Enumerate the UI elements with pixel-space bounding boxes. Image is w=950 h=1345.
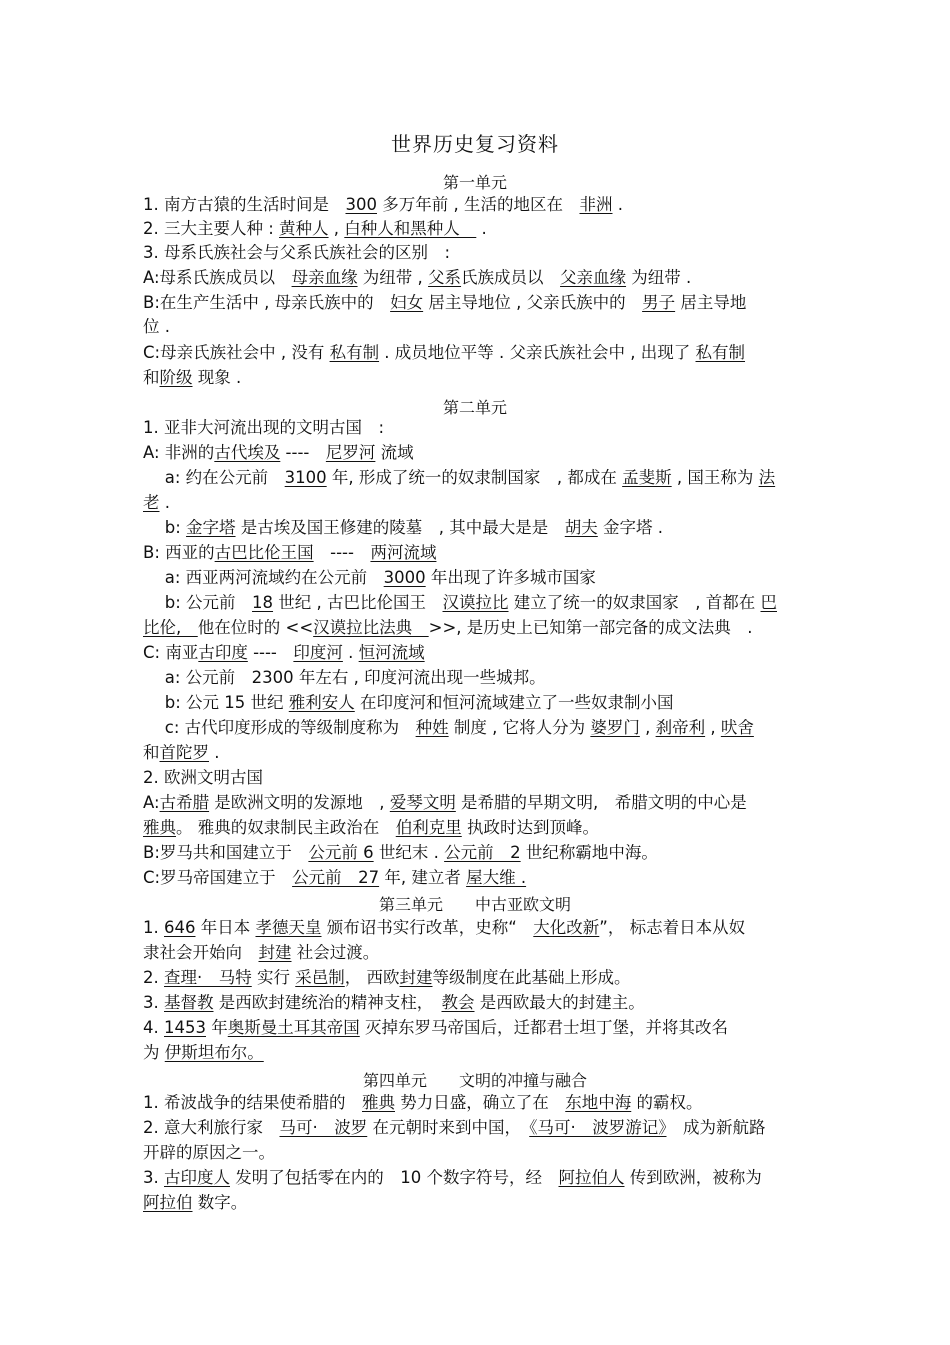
underlined-answer: 古印度人 <box>164 1168 230 1187</box>
underlined-answer: 公元前 6 <box>308 843 374 862</box>
text-segment: ， 西欧 <box>344 968 400 987</box>
text-segment: . <box>476 219 487 238</box>
text-segment: 3. <box>143 1168 164 1187</box>
text-segment: 是西欧最大的封建主。 <box>474 993 645 1012</box>
text-segment: 1. 南方古猿的生活时间是 <box>143 195 346 214</box>
underlined-answer: 阿拉伯 <box>143 1193 193 1212</box>
text-segment: 制度 , 它将人分为 <box>448 718 591 737</box>
text-segment: 灭掉东罗马帝国后，迁都君士坦丁堡，并将其改名 <box>359 1018 728 1037</box>
underlined-answer: 屋大维 . <box>466 868 527 887</box>
text-line <box>143 593 808 613</box>
underlined-answer: 法 <box>758 468 776 487</box>
underlined-answer: 非洲 <box>579 195 613 214</box>
underlined-answer: 1453 <box>164 1018 206 1037</box>
text-line <box>143 993 808 1013</box>
unit-heading: 第三单元 中古亚欧文明 <box>378 895 571 914</box>
underlined-answer: 爱琴文明 <box>389 793 456 812</box>
text-segment: 世纪称霸地中海。 <box>520 843 658 862</box>
underlined-answer: 古希腊 <box>159 793 210 812</box>
underlined-answer: 伊斯坦布尔。 <box>164 1043 264 1062</box>
text-line <box>143 317 808 337</box>
text-segment: >>, 是历史上已知第一部完备的成文法典 . <box>428 618 753 637</box>
text-segment: 成为新航路 <box>666 1118 766 1137</box>
unit-heading: 第一单元 <box>442 173 507 192</box>
text-line <box>143 1043 808 1063</box>
text-segment: 2. 意大利旅行家 <box>143 1118 280 1137</box>
text-segment: b: <box>143 518 187 537</box>
underlined-answer: 尼罗河 <box>325 443 376 462</box>
text-segment: 社会过渡。 <box>291 943 380 962</box>
underlined-answer: 3100 <box>284 468 327 487</box>
text-segment: ---- <box>280 443 326 462</box>
underlined-answer: 基督教 <box>164 993 214 1012</box>
text-line <box>143 1118 808 1138</box>
text-segment: 年, 建立者 <box>379 868 467 887</box>
text-line <box>143 643 808 663</box>
text-segment: 执政时达到顶峰。 <box>461 818 599 837</box>
underlined-answer: 古印度 <box>198 643 248 662</box>
text-segment: C:母亲氏族社会中 , 没有 <box>143 343 330 362</box>
text-segment: 3. 母系氏族社会与父系氏族社会的区别 : <box>143 243 451 262</box>
text-segment: a: 西亚两河流域约在公元前 <box>143 568 384 587</box>
text-segment: 在元朝时来到中国， <box>367 1118 530 1137</box>
text-segment: 开辟的原因之一。 <box>143 1143 275 1162</box>
text-segment: 年日本 <box>195 918 256 937</box>
text-segment: 的霸权。 <box>631 1093 703 1112</box>
underlined-answer: 母亲血缘 <box>291 268 358 287</box>
text-segment: 2. 欧洲文明古国 <box>143 768 263 787</box>
underlined-answer: 妇女 <box>390 293 424 312</box>
text-segment: 世纪末 . <box>373 843 445 862</box>
text-line <box>143 668 808 688</box>
underlined-answer: 父系 <box>428 268 462 287</box>
text-segment: 势力日盛，确立了在 <box>395 1093 566 1112</box>
underlined-answer: 东地中海 <box>565 1093 632 1112</box>
underlined-answer: 封建 <box>399 968 433 987</box>
text-segment: . <box>159 493 170 512</box>
underlined-answer: 白种人和黑种人 <box>344 219 477 238</box>
text-segment: B:罗马共和国建立于 <box>143 843 309 862</box>
unit-heading: 第四单元 文明的冲撞与融合 <box>362 1071 587 1090</box>
text-line <box>143 443 808 463</box>
text-line <box>143 1093 808 1113</box>
underlined-answer: 吠舍 <box>720 718 754 737</box>
underlined-answer: 恒河流域 <box>358 643 425 662</box>
text-segment: C:罗马帝国建立于 <box>143 868 293 887</box>
text-segment: 1. <box>143 918 164 937</box>
text-segment: 为纽带 . <box>626 268 692 287</box>
text-line <box>143 1193 808 1213</box>
underlined-answer: 孟斐斯 <box>622 468 672 487</box>
underlined-answer: 公元前 27 <box>292 868 380 887</box>
text-segment: 金字塔 . <box>597 518 664 537</box>
underlined-answer: 奥斯曼土耳其帝国 <box>227 1018 360 1037</box>
text-segment: 和 <box>143 743 160 762</box>
text-segment: b: 公元前 <box>143 593 253 612</box>
text-segment: A: 非洲的 <box>143 443 215 462</box>
underlined-answer: 首陀罗 <box>159 743 209 762</box>
text-line <box>143 718 808 738</box>
text-segment: 和 <box>143 368 160 387</box>
underlined-answer: 胡夫 <box>564 518 598 537</box>
underlined-answer: 查理· 马特 <box>164 968 252 987</box>
text-segment: ---- <box>247 643 294 662</box>
text-segment: 居主导地 <box>675 293 747 312</box>
underlined-answer: 金字塔 <box>186 518 236 537</box>
underlined-answer: 646 <box>164 918 196 937</box>
text-line <box>143 268 808 288</box>
underlined-answer: 马可· 波罗 <box>279 1118 368 1137</box>
text-segment: A: <box>143 793 160 812</box>
text-line <box>143 868 808 888</box>
text-segment: 1. 亚非大河流出现的文明古国 : <box>143 418 385 437</box>
text-segment: 隶社会开始向 <box>143 943 259 962</box>
underlined-answer: 古代埃及 <box>214 443 281 462</box>
text-segment: 年, 形成了统一的奴隶制国家 , 都成在 <box>326 468 623 487</box>
underlined-answer: 黄种人 <box>279 219 329 238</box>
text-segment: 年 <box>206 1018 228 1037</box>
text-line <box>143 618 808 638</box>
underlined-answer: 父亲血缘 <box>560 268 627 287</box>
text-line <box>143 195 808 215</box>
text-segment: a: 约在公元前 <box>143 468 285 487</box>
text-line <box>143 693 808 713</box>
text-line <box>143 793 808 813</box>
underlined-answer: 公元前 2 <box>444 843 521 862</box>
underlined-answer: 教会 <box>441 993 475 1012</box>
underlined-answer: 私有制 <box>695 343 746 362</box>
text-segment: 为 <box>143 1043 165 1062</box>
underlined-answer: 刹帝利 <box>655 718 706 737</box>
text-segment: b: 公元 15 世纪 <box>143 693 289 712</box>
text-line <box>143 918 808 938</box>
underlined-answer: 比伦, <box>143 618 198 637</box>
text-segment: ---- <box>313 543 371 562</box>
text-segment: 发明了包括零在内的 10 个数字符号，经 <box>230 1168 559 1187</box>
text-segment: A:母系氏族成员以 <box>143 268 292 287</box>
text-segment: 颁布诏书实行改革，史称“ <box>321 918 534 937</box>
text-segment: 是古埃及国王修建的陵墓 , 其中最大是是 <box>235 518 565 537</box>
text-line <box>143 743 808 763</box>
page-title: 世界历史复习资料 <box>391 132 559 156</box>
text-line <box>143 843 808 863</box>
underlined-answer: 种姓 <box>415 718 449 737</box>
text-line <box>143 768 808 788</box>
underlined-answer: 300 <box>345 195 377 214</box>
text-line <box>143 518 808 538</box>
text-segment: 年出现了许多城市国家 <box>425 568 596 587</box>
text-segment: 是欧洲文明的发源地 , <box>209 793 390 812</box>
underlined-answer: 男子 <box>642 293 676 312</box>
text-segment: 建立了统一的奴隶国家 , 首都在 <box>508 593 761 612</box>
text-segment: a: 公元前 2300 年左右 , 印度河流出现一些城邦。 <box>143 668 546 687</box>
text-segment: 。 雅典的奴隶制民主政治在 <box>176 818 396 837</box>
text-line <box>143 818 808 838</box>
text-segment: 氏族成员以 <box>461 268 561 287</box>
text-line <box>143 493 808 513</box>
text-line <box>143 468 808 488</box>
underlined-answer: 古巴比伦王国 <box>214 543 314 562</box>
text-segment: 在印度河和恒河流域建立了一些奴隶制小国 <box>354 693 674 712</box>
underlined-answer: 阶级 <box>159 368 193 387</box>
text-line <box>143 1168 808 1188</box>
text-line <box>143 543 808 563</box>
text-segment: B:在生产生活中 , 母亲氏族中的 <box>143 293 391 312</box>
text-segment: 1. 希波战争的结果使希腊的 <box>143 1093 362 1112</box>
underlined-answer: 汉谟拉比法典 <box>313 618 429 637</box>
text-segment: 4. <box>143 1018 164 1037</box>
text-segment: 是西欧封建统治的精神支柱， <box>213 993 442 1012</box>
text-segment: c: 古代印度形成的等级制度称为 <box>143 718 416 737</box>
text-line <box>143 943 808 963</box>
text-line <box>143 293 808 313</box>
text-line <box>143 968 808 988</box>
text-segment: C: 南亚 <box>143 643 199 662</box>
text-segment: 他在位时的 << <box>197 618 314 637</box>
underlined-answer: 雅利安人 <box>288 693 355 712</box>
underlined-answer: 封建 <box>258 943 292 962</box>
underlined-answer: 阿拉伯人 <box>558 1168 625 1187</box>
underlined-answer: 雅典 <box>143 818 176 837</box>
text-line <box>143 1018 808 1038</box>
text-segment: , <box>328 219 345 238</box>
underlined-answer: 婆罗门 <box>590 718 640 737</box>
underlined-answer: 伯利克里 <box>395 818 462 837</box>
underlined-answer: 汉谟拉比 <box>442 593 509 612</box>
text-segment: ”， 标志着日本从奴 <box>599 918 746 937</box>
text-segment: 3. <box>143 993 164 1012</box>
underlined-answer: 孝德天皇 <box>255 918 322 937</box>
underlined-answer: 两河流域 <box>370 543 437 562</box>
text-segment: , <box>639 718 656 737</box>
text-segment: 实行 <box>251 968 296 987</box>
text-segment: . <box>612 195 623 214</box>
text-line <box>143 243 808 263</box>
underlined-answer: 《马可· 波罗游记》 <box>529 1118 667 1137</box>
underlined-answer: 18 <box>252 593 274 612</box>
text-segment: 数字。 <box>192 1193 248 1212</box>
text-segment: 等级制度在此基础上形成。 <box>432 968 631 987</box>
text-segment: 现象 . <box>192 368 242 387</box>
text-line <box>143 343 808 363</box>
underlined-answer: 雅典 <box>362 1093 395 1112</box>
text-segment: 居主导地位 , 父亲氏族中的 <box>423 293 643 312</box>
text-line <box>143 219 808 239</box>
text-segment: 多万年前 , 生活的地区在 <box>377 195 580 214</box>
underlined-answer: 印度河 <box>293 643 343 662</box>
text-line <box>143 418 808 438</box>
text-segment: B: 西亚的 <box>143 543 215 562</box>
text-segment: 流域 <box>375 443 414 462</box>
underlined-answer: 老 <box>143 493 160 512</box>
text-line <box>143 368 808 388</box>
text-segment: 是希腊的早期文明, 希腊文明的中心是 <box>455 793 747 812</box>
text-segment: , <box>705 718 721 737</box>
text-segment: 为纽带 , <box>357 268 429 287</box>
text-segment: 传到欧洲，被称为 <box>624 1168 762 1187</box>
underlined-answer: 巴 <box>760 593 777 612</box>
text-segment: . <box>209 743 220 762</box>
text-segment: 2. <box>143 968 164 987</box>
text-segment: , 国王称为 <box>671 468 759 487</box>
underlined-answer: 采邑制 <box>295 968 345 987</box>
unit-heading: 第二单元 <box>442 398 507 417</box>
text-segment: 2. 三大主要人种 : <box>143 219 280 238</box>
text-segment: 位 . <box>143 317 170 336</box>
text-line <box>143 1143 808 1163</box>
text-segment: 世纪 , 古巴比伦国王 <box>273 593 443 612</box>
underlined-answer: 私有制 <box>329 343 380 362</box>
text-segment: . 成员地位平等 . 父亲氏族社会中 , 出现了 <box>379 343 696 362</box>
text-line <box>143 568 808 588</box>
text-segment: . <box>342 643 359 662</box>
underlined-answer: 大化改新 <box>533 918 600 937</box>
underlined-answer: 3000 <box>383 568 426 587</box>
